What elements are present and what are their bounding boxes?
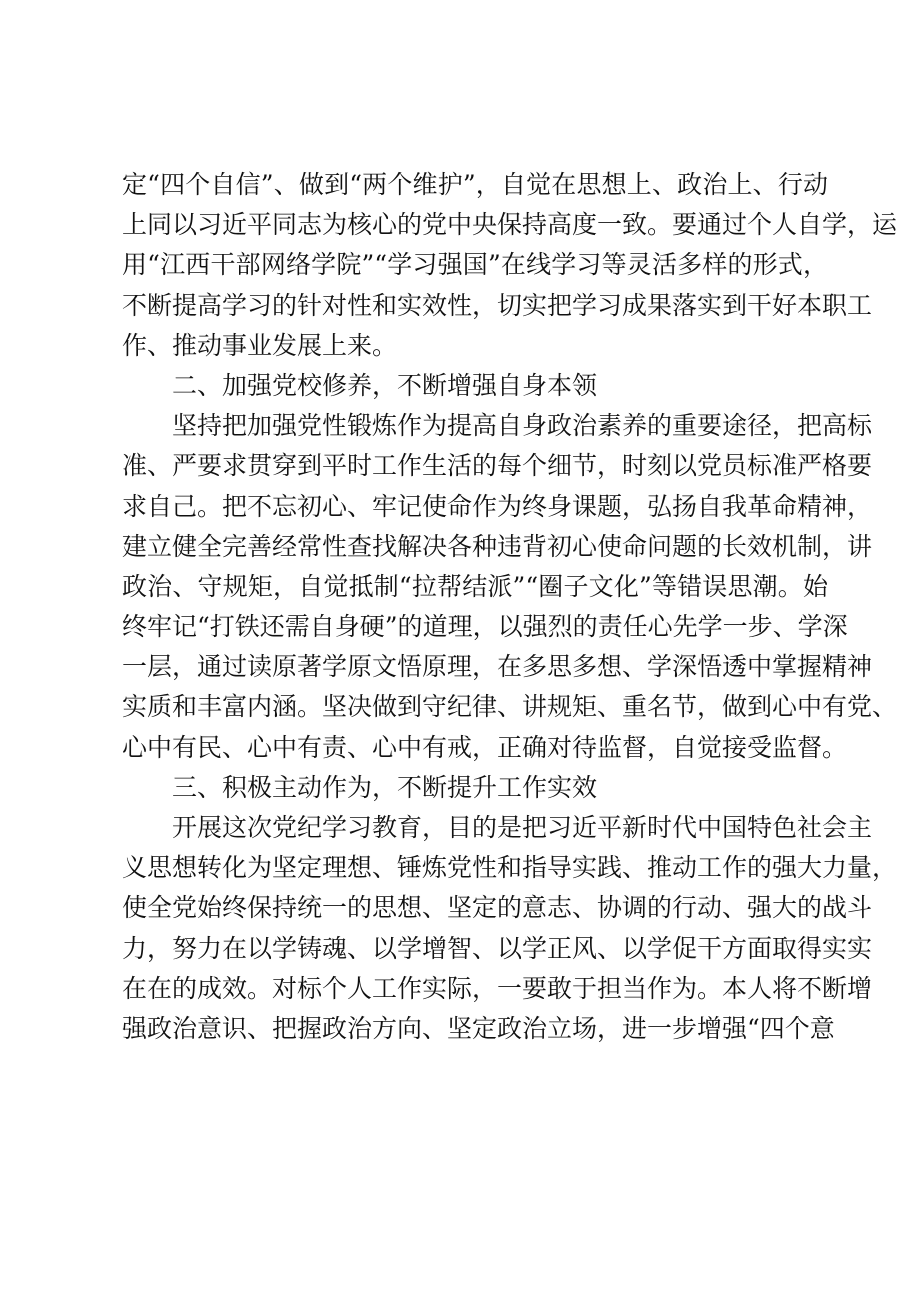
text-line: 建立健全完善经常性查找解决各种违背初心使命问题的长效机制，讲 (122, 531, 873, 561)
text-line: 准、严要求贯穿到平时工作生活的每个细节，时刻以党员标准严格要 (122, 451, 873, 481)
text-line: 开展这次党纪学习教育，目的是把习近平新时代中国特色社会主 (172, 813, 873, 842)
text-line: 作、推动事业发展上来。 (122, 330, 398, 360)
text-line: 不断提高学习的针对性和实效性，切实把学习成果落实到干好本职工 (122, 290, 873, 320)
text-line: 在在的成效。对标个人工作实际，一要敢于担当作为。本人将不断增 (122, 973, 873, 1003)
text-line: 心中有民、心中有责、心中有戒，正确对待监督，自觉接受监督。 (122, 732, 848, 762)
text-line: 使全党始终保持统一的思想、坚定的意志、协调的行动、强大的战斗 (122, 893, 873, 923)
paragraph-section-3 (122, 808, 898, 1049)
text-line: 定“四个自信”、做到“两个维护”，自觉在思想上、政治上、行动 (122, 170, 828, 199)
text-line: 强政治意识、把握政治方向、坚定政治立场，进一步增强“四个意 (122, 1013, 835, 1043)
section-heading-3: 三、积极主动作为，不断提升工作实效 (172, 772, 598, 802)
text-line: 政治、守规矩，自觉抵制“拉帮结派”“圈子文化”等错误思潮。始 (122, 571, 828, 601)
text-line: 实质和丰富内涵。坚决做到守纪律、讲规矩、重名节，做到心中有党、 (122, 692, 898, 722)
text-line: 义思想转化为坚定理想、锤炼党性和指导实践、推动工作的强大力量， (122, 853, 898, 883)
paragraph-continuation (122, 165, 898, 366)
text-line: 终牢记“打铁还需自身硬”的道理，以强烈的责任心先学一步、学深 (122, 612, 848, 642)
text-line: 一层，通过读原著学原文悟原理，在多思多想、学深悟透中掌握精神 (122, 652, 873, 682)
document-body (122, 165, 898, 1049)
section-heading-2: 二、加强党校修养，不断增强自身本领 (172, 370, 598, 400)
text-line: 用“江西干部网络学院”“学习强国”在线学习等灵活多样的形式， (122, 250, 828, 280)
text-line: 求自己。把不忘初心、牢记使命作为终身课题，弘扬自我革命精神， (122, 491, 873, 521)
text-line: 坚持把加强党性锻炼作为提高自身政治素养的重要途径，把高标 (172, 411, 873, 441)
text-line: 上同以习近平同志为核心的党中央保持高度一致。要通过个人自学，运 (122, 210, 898, 240)
text-line: 力，努力在以学铸魂、以学增智、以学正风、以学促干方面取得实实 (122, 933, 873, 963)
paragraph-section-2 (122, 406, 898, 768)
